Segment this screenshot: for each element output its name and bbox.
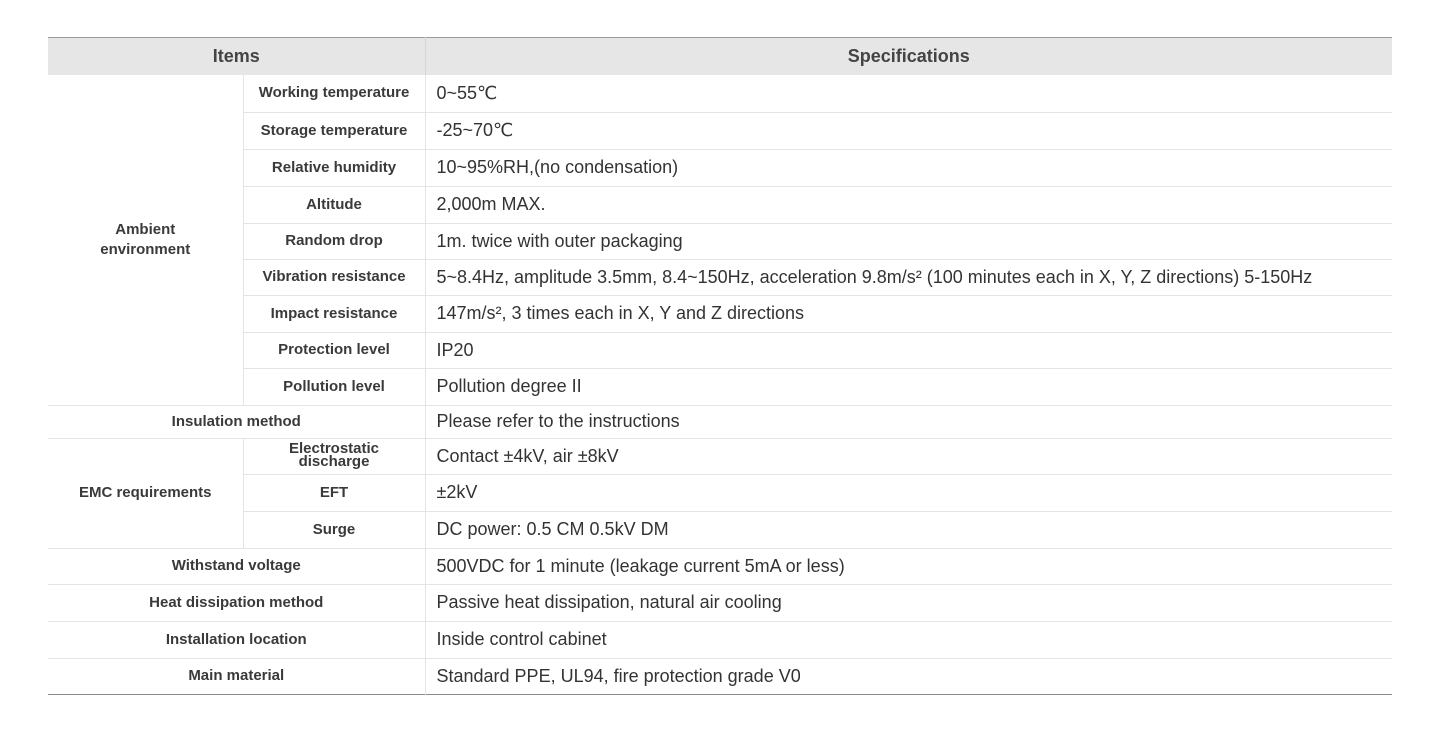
row-label: Impact resistance <box>243 295 425 332</box>
row-label: Pollution level <box>243 368 425 405</box>
table-row <box>48 112 1392 149</box>
table-header-row <box>48 38 1392 76</box>
row-label <box>243 438 425 474</box>
table-row <box>48 511 1392 548</box>
table-row <box>48 474 1392 511</box>
row-label: Surge <box>243 511 425 548</box>
row-value: 147m/s², 3 times each in X, Y and Z directions <box>425 295 1392 332</box>
row-label: Protection level <box>243 332 425 368</box>
row-label: Storage temperature <box>243 112 425 149</box>
ambient-environment-label: Ambient environment <box>100 220 191 258</box>
row-value: Passive heat dissipation, natural air cooling <box>425 584 1392 621</box>
items-column-header: Items <box>48 38 425 76</box>
row-value: Standard PPE, UL94, fire protection grade V0 <box>425 658 1392 694</box>
insulation-method-label: Insulation method <box>48 405 425 438</box>
row-value: Pollution degree II <box>425 368 1392 405</box>
row-value: Inside control cabinet <box>425 621 1392 658</box>
row-label: Main material <box>48 658 425 694</box>
row-value: 10~95%RH,(no condensation) <box>425 149 1392 186</box>
row-label: Working temperature <box>243 75 425 112</box>
row-label: Vibration resistance <box>243 259 425 295</box>
table-row <box>48 186 1392 223</box>
table-row <box>48 584 1392 621</box>
row-value: 0~55℃ <box>425 75 1392 112</box>
specifications-table <box>48 37 1392 695</box>
table-row <box>48 332 1392 368</box>
table-row <box>48 149 1392 186</box>
row-value: Contact ±4kV, air ±8kV <box>425 438 1392 474</box>
row-value: ±2kV <box>425 474 1392 511</box>
table-row <box>48 368 1392 405</box>
ambient-environment-group-label <box>48 75 243 405</box>
row-label: Relative humidity <box>243 149 425 186</box>
row-value: 1m. twice with outer packaging <box>425 223 1392 259</box>
specifications-column-header: Specifications <box>425 38 1392 76</box>
table-row <box>48 223 1392 259</box>
row-label: Withstand voltage <box>48 548 425 584</box>
table-row <box>48 405 1392 438</box>
row-label: EFT <box>243 474 425 511</box>
table-row <box>48 75 1392 112</box>
table-row <box>48 438 1392 474</box>
row-label: Altitude <box>243 186 425 223</box>
row-value: 2,000m MAX. <box>425 186 1392 223</box>
table-row <box>48 658 1392 694</box>
row-label: Installation location <box>48 621 425 658</box>
row-label: Random drop <box>243 223 425 259</box>
table-row <box>48 295 1392 332</box>
row-value: 500VDC for 1 minute (leakage current 5mA or less) <box>425 548 1392 584</box>
electrostatic-discharge-label: Electrostatic discharge <box>288 439 380 470</box>
table-row <box>48 548 1392 584</box>
table-row <box>48 621 1392 658</box>
emc-requirements-group-label: EMC requirements <box>48 438 243 548</box>
row-value: -25~70℃ <box>425 112 1392 149</box>
row-value: DC power: 0.5 CM 0.5kV DM <box>425 511 1392 548</box>
row-value: 5~8.4Hz, amplitude 3.5mm, 8.4~150Hz, acceleration 9.8m/s² (100 minutes each in X, Y, Z directions) 5-150Hz <box>425 259 1392 295</box>
row-value: IP20 <box>425 332 1392 368</box>
insulation-method-value: Please refer to the instructions <box>425 405 1392 438</box>
row-label: Heat dissipation method <box>48 584 425 621</box>
table-row <box>48 259 1392 295</box>
